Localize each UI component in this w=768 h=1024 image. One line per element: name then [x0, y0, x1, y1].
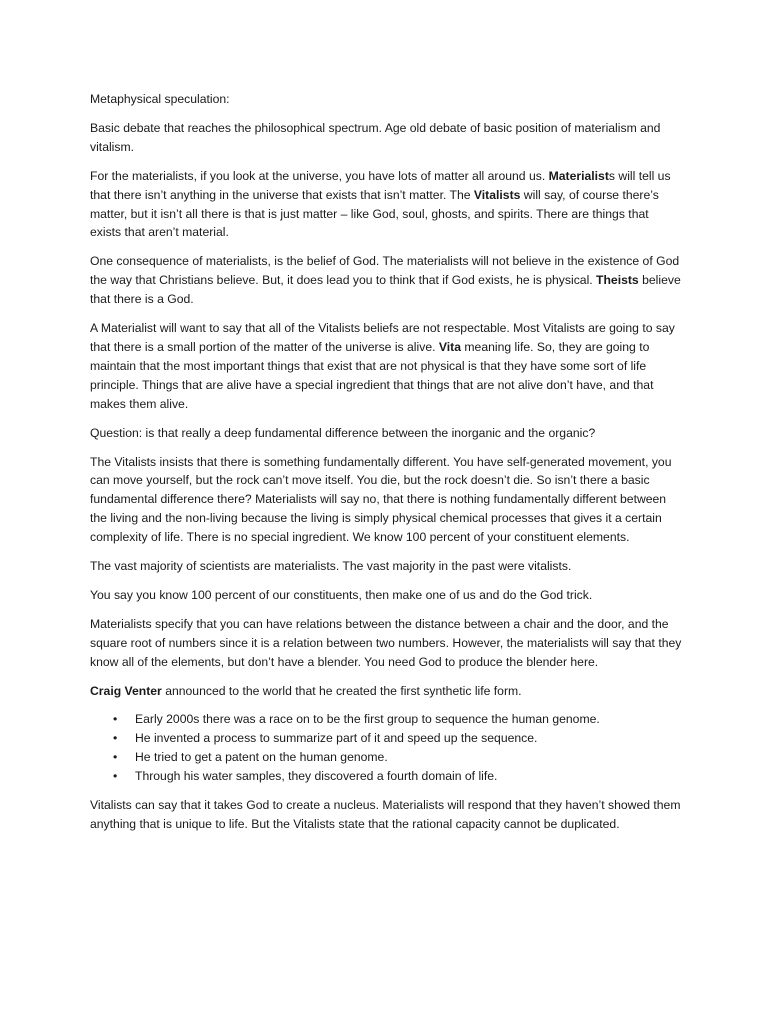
paragraph-4-text-a: A Materialist will want to say that all of the Vitalists beliefs are not respectable. Most Vitalists are going to say that there is a small portion of the matter of the universe is alive.: [90, 321, 675, 354]
list-item: [90, 710, 682, 729]
paragraph-6: The Vitalists insists that there is something fundamentally different. You have self-generated movement, you can move yourself, but the rock can’t move itself. You die, but the rock doesn’t die. So isn’t there a basic fundamental difference there? Materialists will say no, that there is nothing fundamentally different between the living and the non-living because the living is simply physical chemical processes that gives it a certain complexity of life. There is no special ingredient. We know 100 percent of your constituent elements.: [90, 454, 672, 545]
paragraph-9: Materialists specify that you can have relations between the distance between a chair and the door, and the square root of numbers since it is a relation between two numbers. However, the materialists will say that they know all of the elements, but don’t have a blender. You need God to produce the blender here.: [90, 616, 682, 669]
bullet-icon: •: [113, 750, 118, 765]
heading-paragraph: Metaphysical speculation:: [90, 92, 230, 106]
paragraph-4-text-c: meaning life. So, they are going to maintain that the most important things that exist that are not physical is that they have some sort of life principle. Things that are alive have a special ingredient that things that are not alive don’t have, and that makes them alive.: [90, 339, 654, 411]
paragraph-3-text-c: believe that there is a God.: [90, 273, 681, 307]
list-item-text: Through his water samples, they discovered a fourth domain of life.: [135, 769, 498, 784]
term-vitalists: Vitalists: [473, 187, 521, 202]
paragraph-3: [90, 252, 682, 309]
paragraph-2: [90, 167, 682, 243]
list-item-text: Early 2000s there was a race on to be the first group to sequence the human genome.: [135, 712, 600, 727]
paragraph-10-text-b: announced to the world that he created the first synthetic life form.: [161, 683, 522, 698]
paragraph-2-text-e: will say, of course there’s matter, but it isn’t all there is that is just matter – like God, soul, ghosts, and spirits. There are things that exists that aren’t material.: [90, 187, 659, 240]
paragraph-8: You say you know 100 percent of our constituents, then make one of us and do the God trick.: [90, 587, 593, 602]
term-materialist: Materialist: [548, 168, 609, 183]
paragraph-3-text-a: One consequence of materialists, is the belief of God. The materialists will not believe in the existence of God the way that Christians believe. But, it does lead you to think that if God exists, he is physical.: [90, 254, 680, 288]
list-item: [90, 767, 682, 786]
paragraph-2-text-c: s will tell us that there isn’t anything in the universe that exists that isn’t matter. The: [90, 168, 671, 202]
list-item: [90, 729, 682, 748]
paragraph-5: Question: is that really a deep fundamental difference between the inorganic and the organic?: [90, 425, 596, 440]
term-theists: Theists: [596, 273, 639, 288]
paragraph-2-text-a: For the materialists, if you look at the universe, you have lots of matter all around us.: [90, 168, 549, 183]
bullet-icon: •: [113, 712, 118, 727]
bullet-icon: •: [113, 769, 118, 784]
term-craig-venter: Craig Venter: [90, 683, 162, 698]
document-page: [90, 90, 682, 844]
list-item-text: He tried to get a patent on the human genome.: [135, 750, 388, 765]
paragraph-1: Basic debate that reaches the philosophical spectrum. Age old debate of basic position of materialism and vitalism.: [90, 120, 661, 154]
bullet-list: [90, 710, 682, 786]
list-item-text: He invented a process to summarize part of it and speed up the sequence.: [135, 731, 538, 746]
paragraph-7: The vast majority of scientists are materialists. The vast majority in the past were vitalists.: [90, 559, 572, 574]
bullet-icon: •: [113, 731, 118, 746]
paragraph-4: [90, 319, 682, 414]
list-item: [90, 748, 682, 767]
term-vita: Vita: [438, 339, 462, 354]
paragraph-10: [90, 682, 682, 701]
paragraph-11: Vitalists can say that it takes God to create a nucleus. Materialists will respond that they haven’t showed them anything that is unique to life. But the Vitalists state that the rational capacity cannot be duplicated.: [90, 798, 681, 831]
